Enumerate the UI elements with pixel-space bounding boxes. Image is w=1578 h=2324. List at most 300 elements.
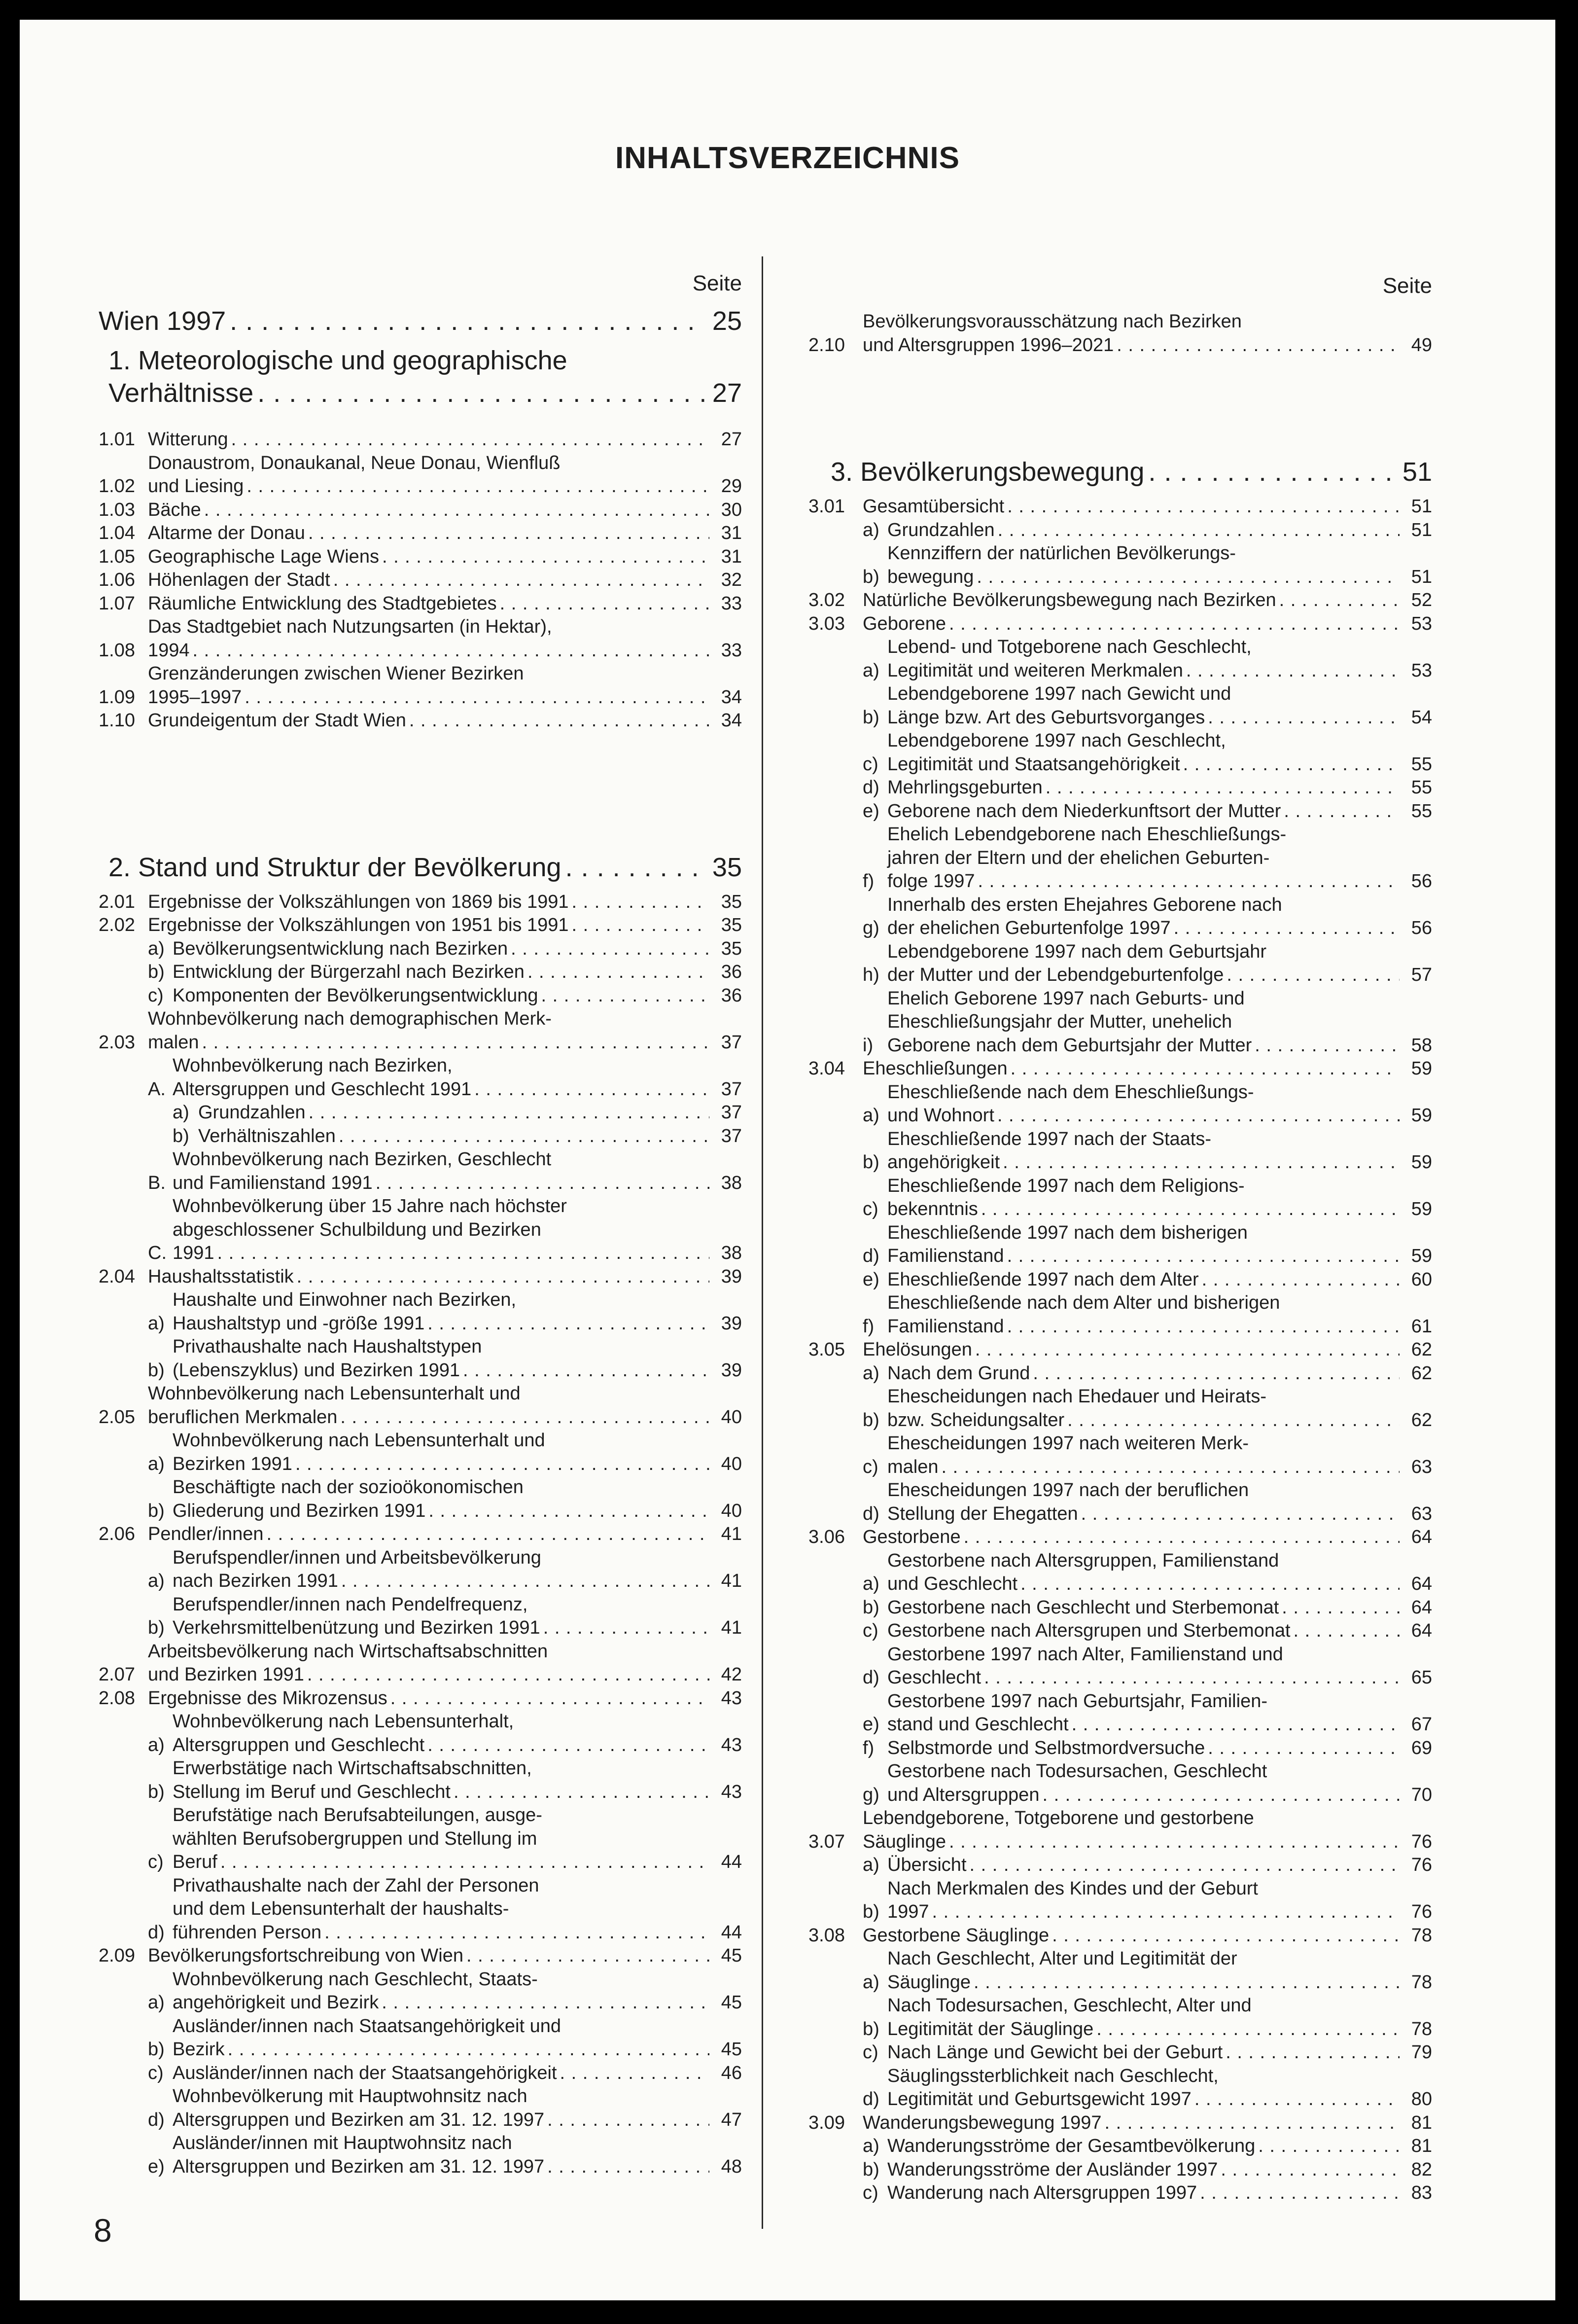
entry-page-number: 43 [721,1687,742,1709]
toc-entry [99,1007,742,1054]
entry-title-text: der ehelichen Geburtenfolge 1997 [887,918,1171,938]
toc-entry [99,1546,742,1593]
entry-title-text: Altersgruppen und Geschlecht [173,1734,425,1755]
entry-title-text: Pendler/innen [148,1524,264,1544]
entry-title-text: Entwicklung der Bürgerzahl nach Bezirken [173,962,525,982]
toc-entry [808,1596,1432,1620]
leader-dots [376,1172,709,1195]
entry-page-number: 45 [721,2039,742,2060]
toc-entry [99,1101,742,1125]
entry-page-number: 67 [1411,1714,1432,1735]
entry-page-number: 36 [721,962,742,982]
leader-dots [382,545,709,569]
entry-title-text: Familienstand [887,1246,1004,1266]
entry-title-text: Haushaltsstatistik [148,1266,294,1287]
entry-number: d) [863,1503,879,1524]
entry-title-text: Höhenlagen der Stadt [148,570,330,590]
leader-dots [1148,456,1396,488]
entry-title-text: Ehelösungen [863,1339,972,1360]
entry-title-text: führenden Person [173,1922,322,1943]
entry-number: 1.02 [99,476,135,497]
toc-entry [99,1804,742,1874]
toc-entry [808,1994,1432,2041]
entry-page-number: 34 [721,710,742,731]
toc-left-column [99,271,742,2179]
toc-entry [808,2111,1432,2135]
entry-number: b) [148,1359,165,1381]
toc-entry [808,1854,1432,1877]
entry-title-line [887,776,1432,800]
leader-dots [541,984,709,1008]
toc-entry [99,2062,742,2085]
entry-number: 2.06 [99,1524,135,1544]
toc-entry [99,1640,742,1687]
leader-dots [427,1312,709,1336]
entry-title-line [173,1453,742,1476]
entry-number: d) [863,1667,879,1688]
entry-title-text: 3. Bevölkerungsbewegung [831,457,1145,487]
toc-entry [808,1526,1432,1549]
entry-title-line [173,2155,742,2179]
entry-number: 2.01 [99,891,135,912]
entry-title-line [148,914,742,937]
entry-title-line: Eheschließende nach dem Alter und bisherigen [887,1292,1280,1313]
entry-title-text: Bezirken 1991 [173,1453,292,1474]
entry-title-line: Lebendgeborene 1997 nach dem Geburtsjahr [887,941,1267,962]
entry-number: 3.05 [808,1339,845,1360]
entry-title-text: Altarme der Donau [148,523,305,543]
entry-title-line: Erwerbstätige nach Wirtschaftsabschnitten, [173,1758,532,1779]
leader-dots [1020,1573,1400,1596]
leader-dots [1208,1737,1400,1760]
entry-page-number: 76 [1411,1831,1432,1852]
seite-header-left: Seite [692,271,742,295]
entry-number: b) [863,1152,879,1173]
entry-title-line [887,659,1432,683]
leader-dots [949,612,1400,636]
leader-dots [1033,1362,1400,1386]
entry-number: b) [148,1781,165,1802]
toc-entry [808,940,1432,987]
leader-dots [246,475,709,499]
entry-number: A. [148,1078,166,1100]
entry-title-line [887,753,1432,777]
toc-entry [99,851,742,884]
entry-page-number: 33 [721,593,742,614]
entry-page-number: 55 [1411,777,1432,798]
entry-title-line [148,475,742,499]
entry-title-line [887,1900,1432,1924]
entry-page-number: 51 [1411,519,1432,540]
toc-entry [99,2015,742,2062]
entry-number: i) [863,1035,874,1056]
leader-dots [466,1944,709,1968]
entry-title-line: Ehelich Geborene 1997 nach Geburts- und [887,988,1245,1009]
entry-title-line: Wohnbevölkerung nach Bezirken, [173,1055,453,1076]
entry-title-line [173,1616,742,1640]
entry-page-number: 39 [721,1359,742,1381]
entry-title-line: Ehelich Lebendgeborene nach Eheschließungs- [887,824,1287,845]
entry-title-text: Verhältniszahlen [198,1125,336,1146]
toc-entry [99,937,742,961]
entry-number: a) [863,1971,879,1993]
entry-title-line: Gestorbene nach Altersgruppen, Familienstand [887,1550,1279,1571]
leader-dots [1007,1315,1400,1339]
entry-title-line: Privathaushalte nach Haushaltstypen [173,1336,482,1357]
entry-title-line: Wohnbevölkerung nach Lebensunterhalt und [148,1383,521,1404]
toc-entry [99,2085,742,2132]
entry-title-text: folge 1997 [887,871,975,892]
entry-number: c) [148,2062,164,2083]
leader-dots [970,1854,1400,1877]
toc-entry [808,2181,1432,2205]
entry-page-number: 69 [1411,1737,1432,1758]
entry-title-line: Das Stadtgebiet nach Nutzungsarten (in Hektar), [148,616,552,637]
entry-title-line [887,1784,1432,1807]
entry-page-number: 35 [712,852,742,882]
leader-dots [998,519,1400,542]
entry-title-line [887,1409,1432,1432]
leader-dots [339,1125,709,1148]
entry-title-line [108,377,742,409]
leader-dots [543,1616,709,1640]
entry-page-number: 51 [1411,566,1432,587]
entry-page-number: 30 [721,499,742,520]
entry-title-text: bzw. Scheidungsalter [887,1409,1065,1430]
entry-title-text: Bezirk [173,2039,225,2060]
entry-number: b) [148,1500,165,1521]
entry-title-text: Grundzahlen [198,1102,306,1123]
entry-title-text: Geborene nach dem Geburtsjahr der Mutter [887,1035,1252,1056]
entry-title-line: Berufspendler/innen nach Pendelfrequenz, [173,1594,528,1615]
leader-dots [382,1991,709,2015]
toc-entry [808,1760,1432,1807]
entry-number: c) [863,753,878,775]
entry-title-text: Ergebnisse des Mikrozensus [148,1687,387,1709]
entry-page-number: 70 [1411,1784,1432,1805]
leader-dots [1221,2158,1400,2182]
entry-title-line: Kennziffern der natürlichen Bevölkerungs- [887,543,1236,564]
entry-page-number: 61 [1411,1316,1432,1337]
entry-title-text: Verhältnisse [108,378,254,408]
entry-page-number: 52 [1411,590,1432,610]
entry-page-number: 31 [721,523,742,543]
document-page [20,20,1555,2300]
entry-page-number: 35 [721,891,742,912]
toc-entry [808,987,1432,1058]
entry-title-line: Wohnbevölkerung nach Lebensunterhalt und [173,1430,545,1451]
entry-title-line [173,1500,742,1523]
entry-title-text: Säuglinge [887,1971,971,1993]
entry-title-text: Bevölkerungsentwicklung nach Bezirken [173,938,508,959]
toc-entry [808,636,1432,682]
entry-title-line [887,1854,1432,1877]
entry-title-line: Lebendgeborene 1997 nach Gewicht und [887,683,1231,704]
entry-number: e) [863,1269,879,1290]
leader-dots [230,305,705,337]
toc-entry [808,1924,1432,1948]
entry-page-number: 82 [1411,2159,1432,2180]
entry-page-number: 36 [721,985,742,1006]
entry-title-line [148,709,742,733]
entry-title-line: Innerhalb des ersten Ehejahres Geborene nach [887,894,1282,915]
leader-dots [511,937,709,961]
entry-title-line [173,2109,742,2132]
entry-title-text: Eheschließungen [863,1058,1008,1079]
leader-dots [309,1101,709,1125]
entry-title-line: Nach Merkmalen des Kindes und der Geburt [887,1878,1258,1899]
entry-title-text: Nach Länge und Gewicht bei der Geburt [887,2042,1223,2063]
entry-title-line: und dem Lebensunterhalt der haushalts- [173,1898,509,1919]
entry-title-line: Ehescheidungen 1997 nach der beruflichen [887,1480,1249,1501]
entry-title-text: Altersgruppen und Bezirken am 31. 12. 1997 [173,2156,545,2177]
leader-dots [308,522,709,545]
entry-title-line: Ehescheidungen nach Ehedauer und Heirats- [887,1386,1266,1407]
entry-title-line: Haushalte und Einwohner nach Bezirken, [173,1289,517,1310]
entry-title-text: und Familienstand 1991 [173,1172,373,1193]
entry-number: 3.04 [808,1058,845,1079]
entry-number: a) [863,1362,879,1384]
entry-title-line [173,2062,742,2085]
toc-entry [99,2132,742,2179]
entry-title-line: Lebendgeborene, Totgeborene und gestorbene [863,1808,1254,1828]
entry-page-number: 31 [721,546,742,567]
entry-title-text: 1995–1997 [148,686,242,708]
leader-dots [984,1666,1400,1690]
leader-dots [1003,1151,1400,1175]
entry-title-line [173,937,742,961]
entry-title-line [99,305,742,337]
entry-title-line: Berufstätige nach Berufsabteilungen, ausge- [173,1805,542,1825]
entry-number: f) [863,871,875,892]
toc-entry [99,1968,742,2015]
entry-page-number: 58 [1411,1035,1432,1056]
entry-page-number: 59 [1411,1152,1432,1173]
entry-title-line: Grenzänderungen zwischen Wiener Bezirken [148,663,524,684]
entry-page-number: 81 [1411,2136,1432,2156]
entry-number: a) [173,1102,189,1123]
leader-dots [204,499,709,522]
entry-title-line: Eheschließende 1997 nach dem bisherigen [887,1222,1248,1243]
toc-entry [808,1690,1432,1737]
toc-entry [808,1057,1432,1081]
entry-number: b) [863,707,879,728]
entry-page-number: 27 [721,429,742,450]
toc-entry [808,1081,1432,1128]
toc-entry [808,1338,1432,1362]
toc-entry [99,305,742,337]
entry-number: 2.04 [99,1266,135,1287]
entry-number: a) [148,1453,165,1474]
entry-title-text: Säuglinge [863,1831,947,1852]
entry-title-line: Gestorbene 1997 nach Alter, Familienstand und [887,1644,1283,1665]
entry-page-number: 47 [721,2109,742,2130]
entry-number: c) [148,1852,164,1872]
toc-entry [808,589,1432,612]
entry-page-number: 59 [1411,1246,1432,1266]
entry-page-number: 40 [721,1500,742,1521]
leader-dots [333,569,709,592]
leader-dots [1042,1784,1400,1807]
entry-title-line [887,2041,1432,2065]
entry-title-text: Stellung im Beruf und Geschlecht [173,1781,451,1802]
entry-title-text: und Altersgruppen 1996–2021 [863,334,1114,356]
entry-number: 2.07 [99,1664,135,1685]
toc-entry [808,1479,1432,1526]
entry-title-text: bekenntnis [887,1199,978,1219]
entry-title-line [863,1830,1432,1854]
entry-number: 2.05 [99,1406,135,1428]
entry-title-line: Eheschließende 1997 nach der Staats- [887,1128,1211,1149]
entry-title-text: Haushaltstyp und -größe 1991 [173,1313,425,1334]
toc-entry [808,495,1432,519]
entry-title-line [887,1034,1432,1058]
entry-title-line [863,495,1432,519]
entry-number: b) [863,2159,879,2180]
entry-title-text: Geborene [863,613,947,634]
entry-title-text: Wanderungsströme der Gesamtbevölkerung [887,2136,1256,2156]
entry-title-line: Eheschließungsjahr der Mutter, unehelich [887,1011,1232,1032]
entry-title-line [887,1268,1432,1292]
toc-entry [808,682,1432,729]
entry-title-line: Wohnbevölkerung mit Hauptwohnsitz nach [173,2086,527,2107]
entry-title-line: Wohnbevölkerung nach demographischen Merk- [148,1008,552,1029]
entry-title-line [887,1151,1432,1175]
entry-page-number: 49 [1411,334,1432,356]
entry-title-line: Ehescheidungen 1997 nach weiteren Merk- [887,1433,1249,1454]
entry-number: 1.09 [99,686,135,708]
leader-dots [1186,659,1400,683]
entry-number: b) [173,1125,189,1146]
entry-page-number: 25 [712,306,742,336]
toc-entry [808,310,1432,357]
leader-dots [341,1570,709,1593]
entry-title-text: Ergebnisse der Volkszählungen von 1951 bis 1991 [148,915,569,935]
entry-number: 3.03 [808,613,845,634]
entry-title-line [887,2135,1432,2158]
leader-dots [1072,1713,1400,1737]
entry-number: d) [148,1922,165,1943]
entry-title-line: Säuglingssterblichkeit nach Geschlecht, [887,2065,1219,2086]
entry-number: b) [148,1617,165,1638]
toc-entry [808,1175,1432,1221]
leader-dots [257,377,705,409]
entry-page-number: 63 [1411,1456,1432,1477]
entry-page-number: 34 [721,686,742,708]
entry-title-line: Bevölkerungsvorausschätzung nach Bezirken [863,311,1242,332]
entry-title-text: Räumliche Entwicklung des Stadtgebietes [148,593,497,614]
entry-page-number: 64 [1411,1573,1432,1594]
entry-number: 2.10 [808,334,845,356]
entry-title-line [887,2158,1432,2182]
entry-title-line [887,2088,1432,2111]
entry-page-number: 64 [1411,1597,1432,1618]
entry-title-line: abgeschlossener Schulbildung und Bezirken [173,1219,541,1240]
leader-dots [527,961,709,984]
toc-entry [808,1385,1432,1432]
entry-title-text: Legitimität und Geburtsgewicht 1997 [887,2089,1192,2109]
toc-entry [99,1944,742,1968]
leader-dots [547,2109,709,2132]
entry-title-line [148,1265,742,1289]
entry-title-text: und Geschlecht [887,1573,1018,1594]
entry-page-number: 56 [1411,918,1432,938]
entry-number: b) [863,1597,879,1618]
entry-number: 1.07 [99,593,135,614]
leader-dots [307,1663,709,1687]
entry-title-line [887,1502,1432,1526]
entry-title-line [173,1781,742,1804]
entry-number: d) [863,1246,879,1266]
toc-entry [99,1874,742,1945]
toc-entry [99,891,742,914]
leader-dots [1202,1268,1400,1292]
leader-dots [1227,964,1400,987]
toc-entry [808,1291,1432,1338]
entry-title-line [887,2181,1432,2205]
entry-title-text: Gesamtübersicht [863,496,1005,517]
entry-title-line [173,1570,742,1593]
leader-dots [228,2038,709,2062]
entry-title-line [148,1663,742,1687]
entry-title-text: Verkehrsmittelbenützung und Bezirken 1991 [173,1617,540,1638]
entry-title-text: 1991 [173,1243,214,1263]
toc-entry [99,452,742,499]
entry-title-text: Stellung der Ehegatten [887,1503,1078,1524]
leader-dots [1117,334,1400,358]
toc-entry [99,961,742,984]
entry-title-line: Gestorbene nach Todesursachen, Geschlecht [887,1761,1267,1782]
entry-page-number: 38 [721,1243,742,1263]
entry-number: b) [148,962,165,982]
entry-number: 3.08 [808,1925,845,1946]
entry-page-number: 32 [721,570,742,590]
entry-number: 1.01 [99,429,135,450]
entry-title-line: Eheschließende 1997 nach dem Religions- [887,1175,1245,1196]
entry-page-number: 40 [721,1406,742,1428]
entry-title-line [198,1125,742,1148]
leader-dots [1105,2111,1400,2135]
entry-number: d) [863,2089,879,2109]
entry-page-number: 37 [721,1078,742,1100]
entry-title-line [863,1526,1432,1549]
entry-title-line [887,1245,1432,1268]
entry-title-line [887,1737,1432,1760]
toc-entry [808,1362,1432,1386]
entry-title-text: Witterung [148,429,228,450]
entry-title-text: und Bezirken 1991 [148,1664,304,1685]
toc-entry [808,1549,1432,1596]
entry-title-line [173,1242,742,1265]
entry-page-number: 80 [1411,2089,1432,2109]
entry-title-line: Lebendgeborene 1997 nach Geschlecht, [887,730,1226,751]
leader-dots [964,1526,1400,1549]
entry-title-text: Legitimität der Säuglinge [887,2018,1094,2039]
toc-entry [808,519,1432,542]
entry-page-number: 38 [721,1172,742,1193]
entry-number: 1.06 [99,570,135,590]
entry-number: 2.02 [99,915,135,935]
entry-page-number: 55 [1411,753,1432,775]
entry-title-text: Nach dem Grund [887,1362,1030,1384]
entry-page-number: 37 [721,1102,742,1123]
entry-number: a) [863,1573,879,1594]
toc-entry [808,729,1432,776]
entry-title-line [863,334,1432,358]
toc-entry [99,1687,742,1711]
toc-entry [99,522,742,545]
entry-title-text: Länge bzw. Art des Geburtsvorganges [887,707,1205,728]
